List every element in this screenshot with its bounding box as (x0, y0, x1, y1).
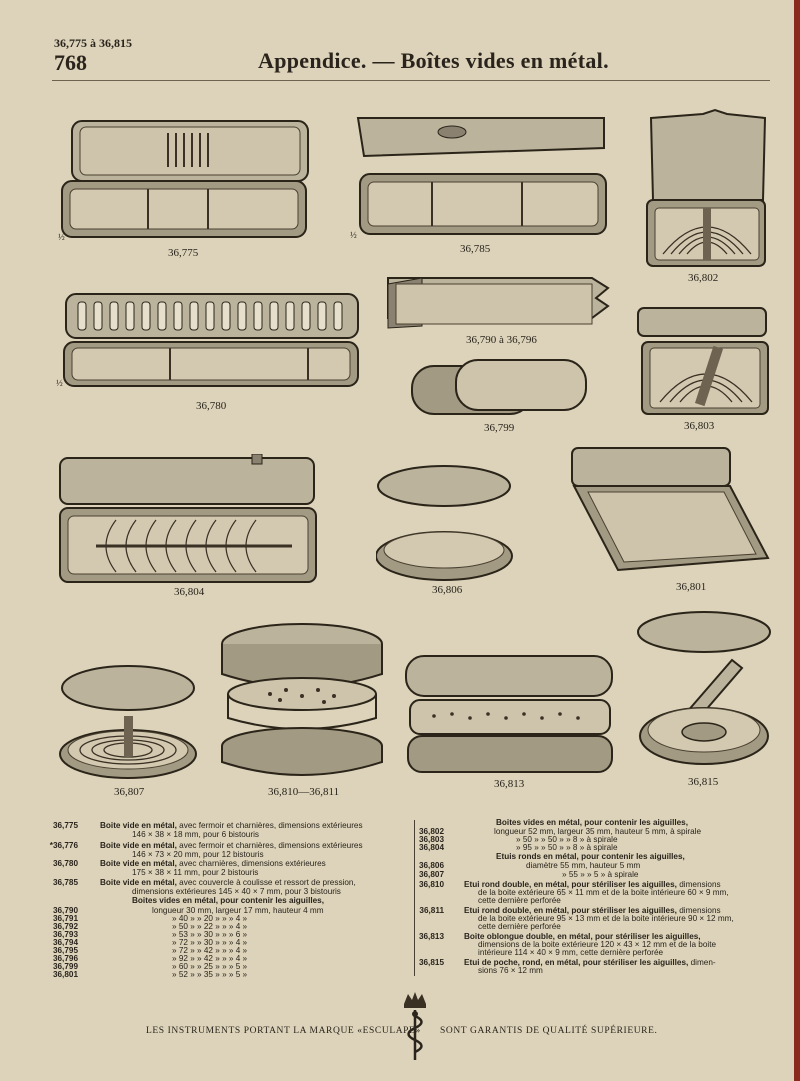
figure-36813-caption: 36,813 (494, 778, 525, 790)
figure-36801-illustration (568, 446, 772, 576)
figure-36801-caption: 36,801 (676, 581, 707, 593)
item-code: 36,801 (52, 970, 78, 979)
section-header: longueur 52 mm, largeur 35 mm, hauteur 5 mm, à spirale (494, 827, 702, 836)
section-title: Boites vides en métal, pour contenir les aiguilles, (132, 896, 325, 905)
item-desc: cette dernière perforée (478, 896, 561, 905)
item-desc: » 92 » » 42 » » » 4 » (172, 954, 248, 963)
figure-36810-illustration (220, 622, 386, 784)
figure-36775-illustration (58, 115, 310, 247)
figure-36815-caption: 36,815 (688, 776, 719, 788)
page-number: 768 (54, 50, 87, 75)
item-desc: dimensions de la boite extérieure 120 × 43 × 12 mm et de la boite (478, 940, 717, 949)
item-code: 36,796 (52, 954, 78, 963)
item-desc: » 40 » » 20 » » » 4 » (172, 914, 248, 923)
item-title: Boite vide en métal, (100, 878, 177, 887)
figure-36780-illustration (60, 290, 362, 390)
item-desc: » 60 » » 25 » » » 5 » (172, 962, 248, 971)
item-desc: » 72 » » 30 » » » 4 » (172, 938, 248, 947)
item-desc: cette dernière perforée (478, 922, 561, 931)
figure-36803-illustration (636, 306, 770, 418)
item-desc: » 53 » » 30 » » » 6 » (172, 930, 248, 939)
figure-36790-caption: 36,790 à 36,796 (466, 334, 537, 346)
section-title: Etuis ronds en métal, pour contenir les aiguilles, (496, 852, 685, 861)
item-desc: avec fermoir et charnières, dimensions extérieures (176, 841, 363, 850)
header-range: 36,775 à 36,815 (54, 36, 132, 50)
item-code: 36,807 (418, 870, 444, 879)
item-code: 36,794 (52, 938, 78, 947)
page-edge (794, 0, 800, 1081)
item-desc: dimen- (688, 958, 716, 967)
footer-left-text: LES INSTRUMENTS PORTANT LA MARQUE «ESCULAPE» (146, 1026, 421, 1036)
item-desc: » 72 » » 42 » » » 4 » (172, 946, 248, 955)
item-desc: avec couvercle à coulisse et ressort de pression, (176, 878, 356, 887)
item-code: 36,811 (419, 906, 444, 915)
figure-36799-caption: 36,799 (484, 422, 515, 434)
item-desc: 146 × 73 × 20 mm, pour 12 bistouris (132, 850, 264, 859)
section-header: longueur 30 mm, largeur 17 mm, hauteur 4 mm (152, 906, 324, 915)
item-title: Etui rond double, en métal, pour stériliser les aiguilles, (464, 880, 677, 889)
item-code: 36,803 (418, 835, 444, 844)
item-title: Boite oblongue double, en métal, pour stériliser les aiguilles, (464, 932, 701, 941)
item-code: 36,795 (52, 946, 78, 955)
item-desc: dimensions extérieures 145 × 40 × 7 mm, pour 3 bistouris (132, 887, 341, 896)
figure-36799-illustration (410, 358, 590, 420)
item-code: 36,799 (52, 962, 78, 971)
item-title: Boite vide en métal, (100, 859, 177, 868)
item-code: 36,793 (52, 930, 78, 939)
esculape-emblem-icon (398, 990, 432, 1062)
figure-36803-caption: 36,803 (684, 420, 715, 432)
header-rule (52, 80, 770, 81)
item-code: 36,804 (418, 843, 444, 852)
section-header: diamètre 55 mm, hauteur 5 mm (526, 861, 641, 870)
scale-mark: ½ (56, 378, 63, 388)
item-desc: » 95 » » 50 » » 8 » à spirale (516, 843, 618, 852)
item-desc: » 50 » » 50 » » 8 » à spirale (516, 835, 618, 844)
figure-36785-illustration (352, 112, 610, 242)
item-desc: sions 76 × 12 mm (478, 966, 543, 975)
item-code: 36,813 (418, 932, 444, 941)
page-title: Appendice. — Boîtes vides en métal. (258, 48, 609, 73)
figure-36804-illustration (56, 454, 318, 586)
figure-36810-caption: 36,810—36,811 (268, 786, 340, 798)
item-code: 36,780 (52, 859, 78, 868)
scale-mark: ½ (350, 230, 357, 240)
figure-36780-caption: 36,780 (196, 400, 227, 412)
figure-36775-caption: 36,775 (168, 247, 199, 259)
scale-mark: ½ (58, 232, 65, 242)
figure-36785-caption: 36,785 (460, 243, 491, 255)
item-title: Etui de poche, rond, en métal, pour stériliser les aiguilles, (464, 958, 689, 967)
item-title: Boite vide en métal, (100, 821, 177, 830)
item-desc: » 55 » » 5 » à spirale (562, 870, 639, 879)
item-code: 36,791 (52, 914, 78, 923)
item-code: 36,785 (52, 878, 78, 887)
item-code: 36,815 (418, 958, 444, 967)
figure-36815-illustration (636, 610, 772, 776)
figure-36813-illustration (404, 654, 616, 776)
item-desc: avec charnières, dimensions extérieures (176, 859, 326, 868)
item-code: *36,776 (49, 841, 78, 850)
item-desc: dimensions (676, 906, 721, 915)
item-code: 36,792 (52, 922, 78, 931)
figure-36807-illustration (58, 660, 200, 782)
item-desc: » 52 » » 35 » » » 5 » (172, 970, 248, 979)
item-code: 36,802 (418, 827, 444, 836)
figure-36807-caption: 36,807 (114, 786, 145, 798)
figure-36802-caption: 36,802 (688, 272, 719, 284)
item-code: 36,775 (52, 821, 78, 830)
figure-36790-illustration (382, 270, 614, 334)
section-title: Boites vides en métal, pour contenir les aiguilles, (496, 818, 689, 827)
figure-36806-illustration (376, 462, 516, 584)
item-desc: de la boite extérieure 65 × 11 mm et de la boite intérieure 60 × 9 mm, (478, 888, 729, 897)
item-desc: dimensions (676, 880, 721, 889)
item-code: 36,810 (418, 880, 444, 889)
figure-36804-caption: 36,804 (174, 586, 205, 598)
item-title: Boite vide en métal, (100, 841, 177, 850)
item-desc: 175 × 38 × 11 mm, pour 2 bistouris (132, 868, 259, 877)
footer-right-text: SONT GARANTIS DE QUALITÉ SUPÉRIEURE. (440, 1026, 658, 1036)
figure-36802-illustration (643, 108, 771, 272)
item-desc: 146 × 38 × 18 mm, pour 6 bistouris (132, 830, 259, 839)
item-desc: de la boite extérieure 95 × 13 mm et de la boite intérieure 90 × 12 mm, (478, 914, 734, 923)
item-desc: » 50 » » 22 » » » 4 » (172, 922, 248, 931)
item-desc: avec fermoir et charnières, dimensions extérieures (176, 821, 363, 830)
item-title: Etui rond double, en métal, pour stériliser les aiguilles, (464, 906, 677, 915)
item-code: 36,806 (418, 861, 444, 870)
item-desc: intérieure 114 × 40 × 9 mm, cette dernière perforée (478, 948, 664, 957)
item-code: 36,790 (52, 906, 78, 915)
figure-36806-caption: 36,806 (432, 584, 463, 596)
